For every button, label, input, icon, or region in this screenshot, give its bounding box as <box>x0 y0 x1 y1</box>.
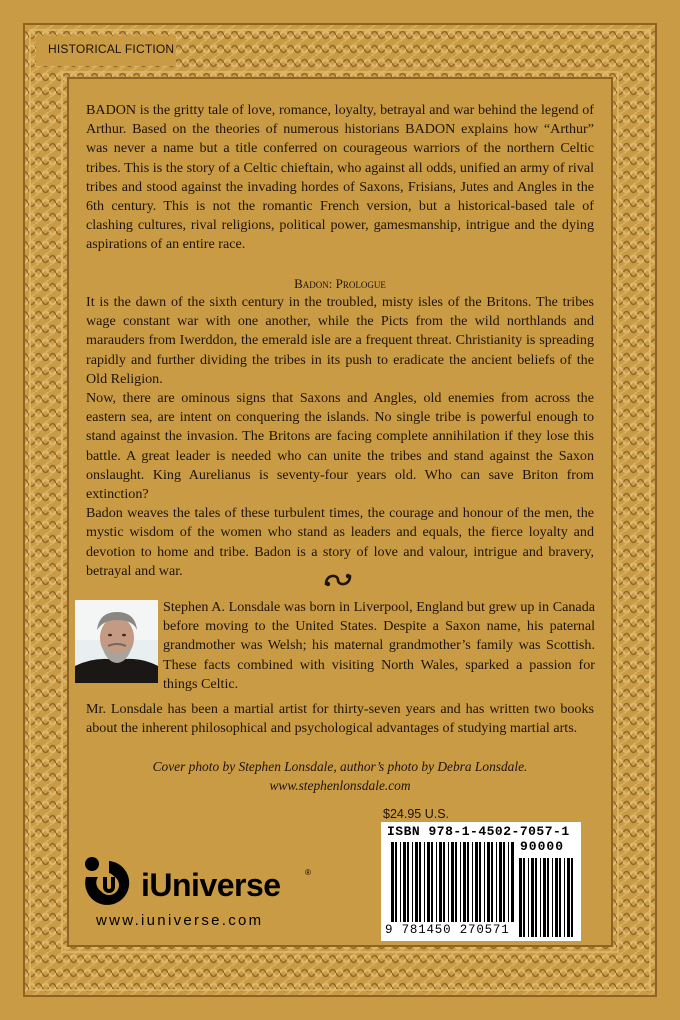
publisher-logo-text: iUniverse <box>141 867 281 903</box>
author-bio: Stephen A. Lonsdale was born in Liverpool, England but grew up in Canada before moving to the United States. Despite a Saxon name, his paternal grandmother was Welsh; his maternal grandmother’s family was Scottish. These facts combined with visiting North Wales, sparked a passion for things Celtic. <box>163 599 595 692</box>
price-label: $24.95 U.S. <box>383 807 450 821</box>
barcode-digits: 9 781450 270571 <box>385 923 510 937</box>
isbn-number: ISBN 978-1-4502-7057-1 <box>387 824 570 839</box>
prologue-paragraph-2: Now, there are ominous signs that Saxons and Angles, old enemies from across the eastern sea, are intent on conquering the islands. No single tribe is powerful enough to stand against the invasion. The Britons are facing complete annihilation if they lose this battle. A great leader is needed who can unite the tribes and stand against the Saxon onslaught. King Aurelianus is seventy-four years old. Who can save Briton from extinction? <box>86 390 594 503</box>
genre-label: HISTORICAL FICTION <box>48 42 175 56</box>
price-code: 90000 <box>520 839 565 854</box>
author-photo <box>75 600 158 683</box>
blurb-paragraph: BADON is the gritty tale of love, romance, loyalty, betrayal and war behind the legend of Arthur. Based on the theories of numerous historians BADON explains how “Arthur” was never a name but a title conferred on courageous warriors of the northern Celtic tribes. This is the story of a Celtic chieftain, who against all odds, unified an army of rival tribes and stood against the invading hordes of Saxons, Frisians, Jutes and Angles in the 6th century. This is not the romantic French version, but a historical-based tale of clashing cultures, rival religions, political power, gamesmanship, intrigue and the dying aspirations of an entire race. <box>86 102 594 253</box>
ornament-divider-icon <box>320 570 356 590</box>
credits-block <box>86 757 594 795</box>
martial-paragraph: Mr. Lonsdale has been a martial artist for thirty-seven years and has written two books about the inherent philosophical and psychological advantages of studying martial arts. <box>86 701 594 737</box>
prologue-text <box>86 293 594 581</box>
author-martial-arts <box>86 700 594 738</box>
publisher-website-link[interactable]: www.iuniverse.com <box>96 912 264 929</box>
author-website-link[interactable]: www.stephenlonsdale.com <box>269 778 411 793</box>
prologue-paragraph-3: Badon weaves the tales of these turbulent times, the courage and honour of the men, the mystic wisdom of the women who stand as leaders and equals, the fierce loyalty and devotion to home and tribe. Badon is a story of love and valour, intrigue and bravery, betrayal and war. <box>86 505 594 579</box>
prologue-paragraph-1: It is the dawn of the sixth century in the troubled, misty isles of the Britons. The tribes wage constant war with one another, while the Picts from the wild northlands and marauders from Iwerddon, the emerald isle are a frequent threat. Christianity is spreading rapidly and further dividing the tribes in its push to eradicate the ancient beliefs of the Old Religion. <box>86 294 594 387</box>
registered-mark: ® <box>305 868 311 877</box>
blurb-text <box>86 101 594 255</box>
prologue-heading: Badon: Prologue <box>294 276 386 291</box>
photo-credits: Cover photo by Stephen Lonsdale, author’s photo by Debra Lonsdale. <box>152 759 528 774</box>
iuniverse-logo-icon <box>83 855 133 905</box>
